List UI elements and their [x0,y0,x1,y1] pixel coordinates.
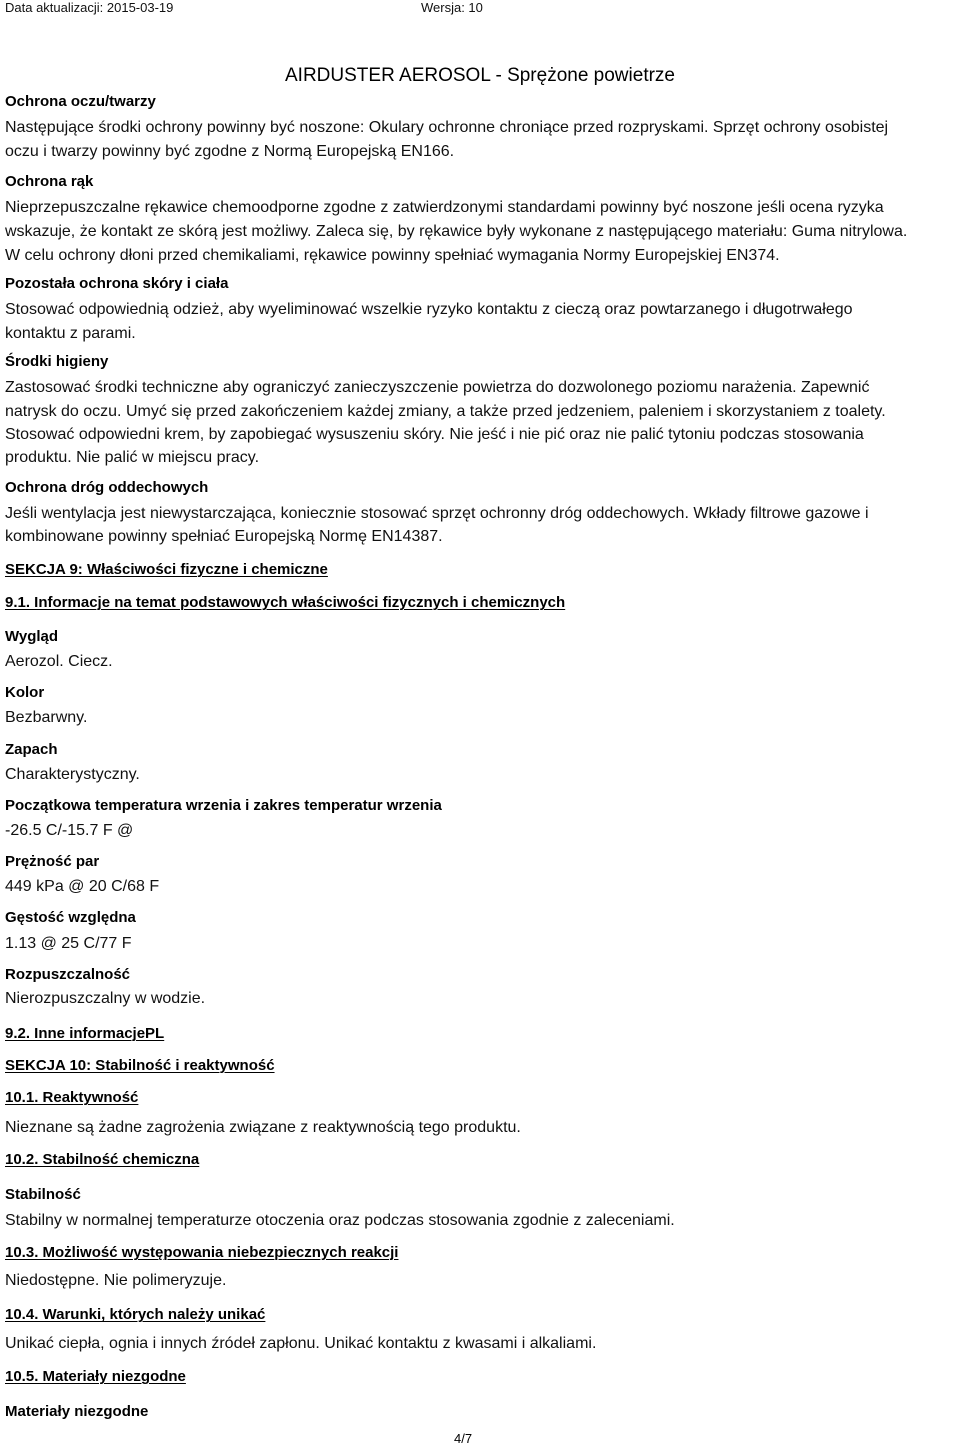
paragraph-line: Stosować odpowiedni krem, by zapobiegać wysuszeniu skóry. Nie jeść i nie pić oraz nie palić tytoniu podczas stosowania [5,426,864,443]
property-label: Kolor [5,684,45,701]
subsection-title: 10.3. Możliwość występowania niebezpiecznych reakcji [5,1244,399,1261]
subsection-title: 10.1. Reaktywność [5,1089,139,1106]
section-heading: SEKCJA 9: Właściwości fizyczne i chemiczne [5,561,328,578]
property-value: Bezbarwny. [5,709,88,726]
property-value: 449 kPa @ 20 C/68 F [5,878,160,895]
subsection-heading: Ochrona rąk [5,173,94,190]
paragraph-line: oczu i twarzy powinny być zgodne z Normą Europejską EN166. [5,143,455,160]
paragraph-line: Unikać ciepła, ognia i innych źródeł zapłonu. Unikać kontaktu z kwasami i alkaliami. [5,1335,597,1352]
subsection-heading: Ochrona oczu/twarzy [5,93,156,110]
paragraph-line: Stabilny w normalnej temperaturze otoczenia oraz podczas stosowania zgodnie z zaleceniami. [5,1212,675,1229]
paragraph-line: wskazuje, że kontakt ze skórą jest możliwy. Zaleca się, by rękawice były wykonane z następującego materiału: Guma nitrylowa. [5,223,908,240]
paragraph-line: W celu ochrony dłoni przed chemikaliami, rękawice powinny spełniać wymagania Normy Europejskiej EN374. [5,247,780,264]
update-date: Data aktualizacji: 2015-03-19 [5,0,174,15]
subsection-title: 9.2. Inne informacjePL [5,1025,165,1042]
paragraph-line: Nieznane są żadne zagrożenia związane z reaktywnością tego produktu. [5,1119,521,1136]
property-label: Początkowa temperatura wrzenia i zakres temperatur wrzenia [5,797,442,814]
paragraph-line: Następujące środki ochrony powinny być noszone: Okulary ochronne chroniące przed rozpryskami. Sprzęt ochrony osobistej [5,119,889,136]
property-label: Gęstość względna [5,909,136,926]
property-label: Wygląd [5,628,59,645]
property-label: Stabilność [5,1186,81,1203]
section-heading: SEKCJA 10: Stabilność i reaktywność [5,1057,275,1074]
property-label: Rozpuszczalność [5,966,131,983]
paragraph-line: Niedostępne. Nie polimeryzuje. [5,1272,227,1289]
paragraph-line: produktu. Nie palić w miejscu pracy. [5,449,260,466]
property-value: Nierozpuszczalny w wodzie. [5,990,206,1007]
document-title: AIRDUSTER AEROSOL - Sprężone powietrze [285,65,675,86]
subsection-heading: Ochrona dróg oddechowych [5,479,209,496]
property-value: Charakterystyczny. [5,766,140,783]
paragraph-line: kombinowane powinny spełniać Europejską Normę EN14387. [5,528,443,545]
property-label: Zapach [5,741,58,758]
paragraph-line: Jeśli wentylacja jest niewystarczająca, koniecznie stosować sprzęt ochronny dróg oddechowych. Wkłady filtrowe gazowe i [5,505,869,522]
subsection-heading: Środki higieny [5,353,109,370]
property-value: Aerozol. Ciecz. [5,653,113,670]
paragraph-line: Stosować odpowiednią odzież, aby wyeliminować wszelkie ryzyko kontaktu z cieczą oraz powtarzanego i długotrwałego [5,301,853,318]
page-number: 4/7 [454,1431,473,1446]
paragraph-line: kontaktu z parami. [5,325,136,342]
property-value: -26.5 C/-15.7 F @ [5,822,134,839]
property-label: Prężność par [5,853,100,870]
subsection-title: 10.2. Stabilność chemiczna [5,1151,200,1168]
property-value: 1.13 @ 25 C/77 F [5,935,132,952]
subsection-title: 10.5. Materiały niezgodne [5,1368,186,1385]
paragraph-line: Zastosować środki techniczne aby ograniczyć zanieczyszczenie powietrza do dozwolonego poziomu narażenia. Zapewnić [5,379,870,396]
subsection-heading: Pozostała ochrona skóry i ciała [5,275,229,292]
subsection-title: 10.4. Warunki, których należy unikać [5,1306,266,1323]
property-label: Materiały niezgodne [5,1403,149,1420]
version-number: Wersja: 10 [421,0,483,15]
paragraph-line: Nieprzepuszczalne rękawice chemoodporne zgodne z zatwierdzonymi standardami powinny być noszone jeśli ocena ryzyka [5,199,884,216]
paragraph-line: natrysk do oczu. Umyć się przed zakończeniem każdej zmiany, a także przed jedzeniem, paleniem i skorzystaniem z toalety. [5,403,886,420]
subsection-title: 9.1. Informacje na temat podstawowych właściwości fizycznych i chemicznych [5,594,566,611]
